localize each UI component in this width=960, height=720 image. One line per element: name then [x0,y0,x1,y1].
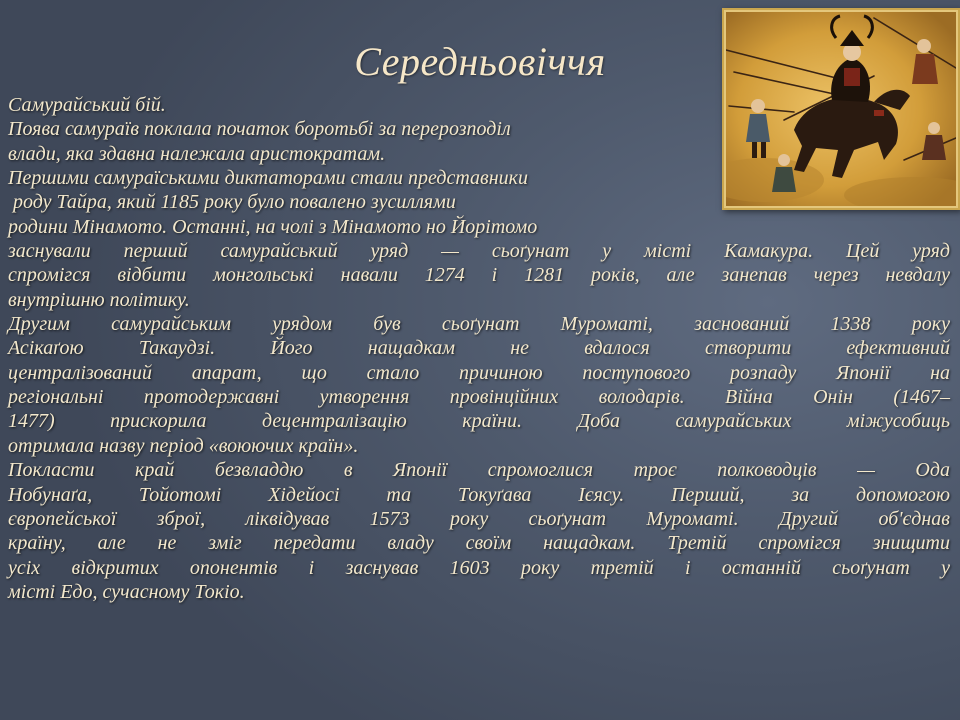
text-line: централізований апарат, що стало причиною поступового розпаду Японії на [8,361,950,384]
text-line: країну, але не зміг передати владу своїм нащадкам. Третій спромігся знищити [8,532,950,555]
text-line: заснували перший самурайський уряд — сьоґунат у місті Камакура. Цей уряд [8,240,950,263]
text-line: Другим самурайським урядом був сьоґунат Муроматі, заснований 1338 року [8,313,950,336]
text-line: влади, яка здавна належала аристократам. [8,142,386,165]
text-line: Покласти край безвладдю в Японії спромоглися троє полководців — Ода [8,459,950,482]
text-line: спромігся відбити монгольські навали 1274 і 1281 років, але занепав через невдалу [8,264,950,287]
text-line: регіональні протодержавні утворення провінційних володарів. Війна Онін (1467– [8,386,950,409]
text-line: європейської зброї, ліквідував 1573 року сьоґунат Муроматі. Другий об'єднав [8,507,950,530]
text-line: 1477) прискорила децентралізацію країни. Доба самурайських міжусобиць [8,410,950,433]
text-line: місті Едо, сучасному Токіо. [8,580,245,603]
text-line: Нобунаґа, Тойотомі Хідейосі та Токуґава Ієясу. Перший, за допомогою [8,483,950,506]
slide-title: Середньовіччя [354,39,606,84]
text-line: Асікаґою Такаудзі. Його нащадкам не вдалося створити ефективний [8,337,950,360]
text-line: Самурайський бій. [8,94,166,116]
text-line: родини Мінамото. Останні, на чолі з Мінамото но Йорітомо [8,215,538,238]
body-text [8,93,950,604]
text-line: внутрішню політику. [8,288,190,311]
text-line: отримала назву період «воюючих країн». [8,434,359,457]
text-line: Поява самураїв поклала початок боротьбі за перерозподіл [8,118,511,141]
text-line: Першими самураїськими диктаторами стали представники [8,167,528,190]
text-line: роду Тайра, який 1185 року було повалено зусиллями [8,191,456,214]
text-line: усіх відкритих опонентів і заснував 1603 року третій і останній сьоґунат у [8,556,950,579]
